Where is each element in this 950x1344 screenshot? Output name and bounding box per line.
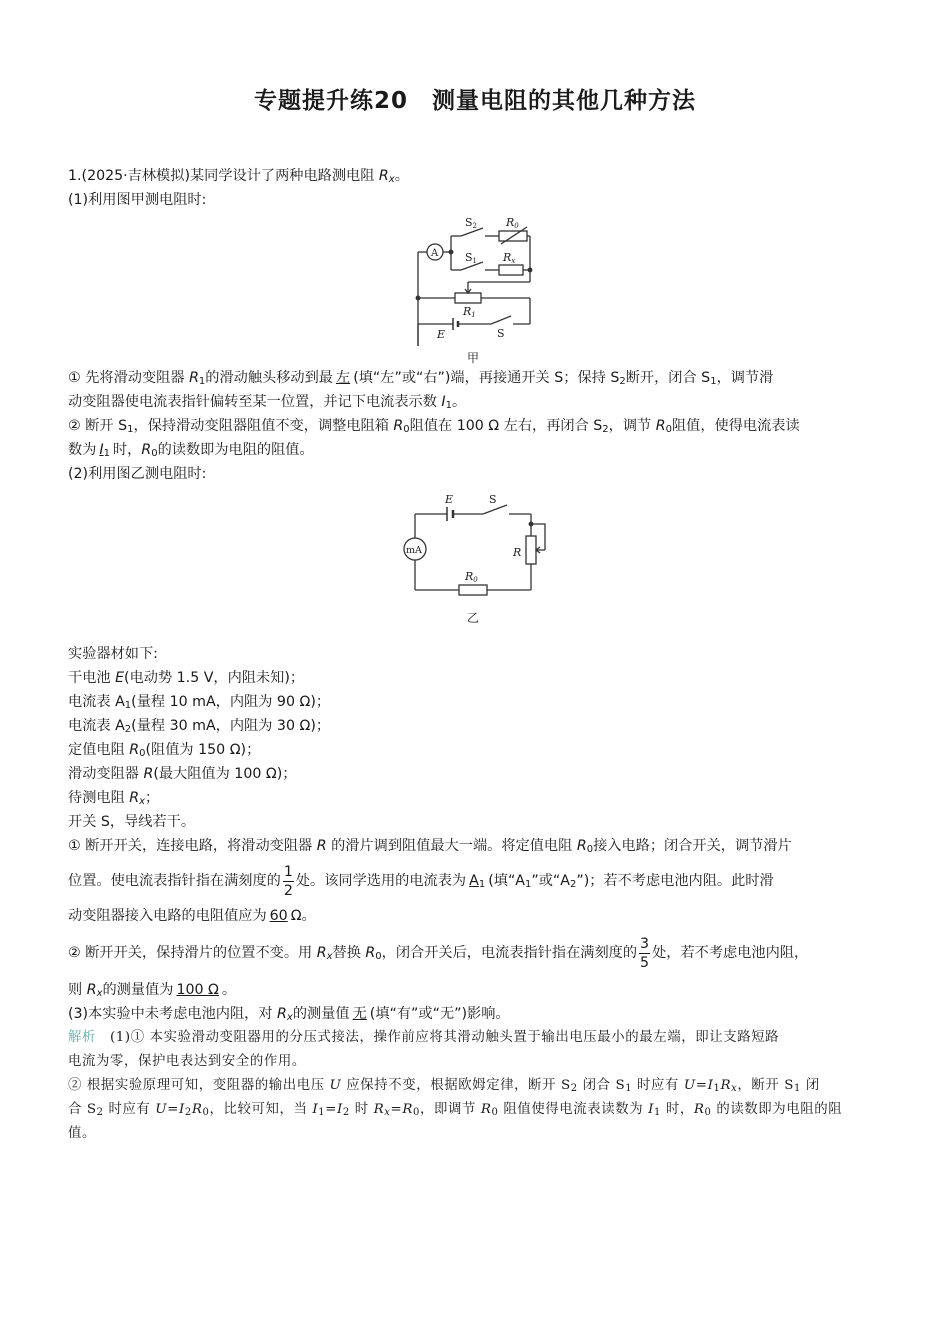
stem-sub: x bbox=[388, 174, 395, 185]
label-r: R bbox=[513, 546, 522, 559]
material-item: 定值电阻 $R_0$(阻值为 150 Ω)； bbox=[68, 742, 261, 759]
junction-3 bbox=[416, 296, 420, 300]
fraction-one-half: $\frac{1}{2}$ bbox=[283, 863, 293, 899]
label-s1: S1 bbox=[465, 251, 478, 265]
figure-jia bbox=[68, 214, 890, 366]
question-stem bbox=[68, 164, 890, 188]
stem-var: R bbox=[378, 168, 389, 184]
solution-line: 电流为零，保护电表达到安全的作用。 bbox=[68, 1054, 306, 1069]
figure-yi bbox=[68, 492, 890, 642]
material-item: 滑动变阻器 R(最大阻值为 100 Ω)； bbox=[68, 766, 297, 782]
solution-line: 值。 bbox=[68, 1126, 96, 1141]
label-r1: R1 bbox=[463, 305, 476, 319]
label-ammeter: A bbox=[431, 248, 439, 259]
label-s: S bbox=[497, 327, 505, 340]
answer-blank-2: $I_1$ bbox=[99, 442, 110, 459]
part2-step2: ② 断开开关，保持滑片的位置不变。用 $R_x$替换 $R_0$，闭合开关后，电流表指针指在满刻度的 $\frac{3}{5}$ 处，若不考虑电池内阻， bbox=[68, 935, 809, 971]
switch-s bbox=[491, 316, 511, 324]
switch-s bbox=[483, 505, 507, 514]
solution bbox=[68, 1026, 890, 1146]
part1-step2-cont: 数为 $I_1$ 时，$R_0$的读数即为电阻的阻值。 bbox=[68, 442, 314, 459]
materials-title: 实验器材如下: bbox=[68, 646, 158, 662]
junction-1 bbox=[449, 250, 453, 254]
label-rx: Rx bbox=[503, 251, 516, 265]
resistor-rx bbox=[499, 265, 523, 275]
rheostat-link bbox=[531, 524, 545, 550]
label-e: E bbox=[437, 328, 446, 341]
part2-intro: (2)利用图乙测电阻时: bbox=[68, 466, 207, 482]
label-r0: R0 bbox=[506, 216, 519, 230]
part1-step1: ① 先将滑动变阻器 $R_1$的滑动触头移动到最 左 (填“左”或“右”)端，再接通开关 S；保持 $S_2$断开，闭合 $S_1$，调节滑 bbox=[68, 370, 774, 387]
part1-step1-cont: 动变阻器使电流表指针偏转至某一位置，并记下电流表示数 $I_1$。 bbox=[68, 394, 467, 411]
part2-step1: ① 断开开关，连接电路，将滑动变阻器 R 的滑片调到阻值最大一端。将定值电阻 $R_0$接入电路；闭合开关，调节滑片 bbox=[68, 838, 792, 855]
label-s2: S2 bbox=[465, 216, 478, 230]
answer-blank-3: $A_1$ bbox=[469, 873, 486, 890]
material-item: 电流表 $A_2$(量程 30 mA，内阻为 30 Ω)； bbox=[68, 718, 331, 735]
material-item: 待测电阻 $R_x$； bbox=[68, 790, 160, 807]
circuit-diagram-yi bbox=[68, 492, 890, 642]
part1-step2: ② 断开 $S_1$，保持滑动变阻器阻值不变，调整电阻箱 $R_0$阻值在 100 Ω 左右，再闭合 $S_2$，调节 $R_0$阻值，使得电流表读 bbox=[68, 418, 800, 435]
rheostat-r bbox=[526, 536, 536, 564]
solution-tag: 解析 bbox=[68, 1030, 96, 1045]
material-item: 干电池 E(电动势 1.5 V，内阻未知)； bbox=[68, 670, 305, 686]
circuit-diagram-jia bbox=[68, 214, 890, 366]
part1-intro: (1)利用图甲测电阻时: bbox=[68, 192, 207, 208]
answer-blank-1: 左 bbox=[336, 370, 351, 386]
resistor-r1 bbox=[455, 293, 481, 303]
material-item: 开关 S，导线若干。 bbox=[68, 814, 196, 830]
part2-step2-cont: 则 $R_x$的测量值为 100 Ω 。 bbox=[68, 982, 237, 999]
stem-end: 。 bbox=[394, 168, 409, 184]
material-item: 电流表 $A_1$(量程 10 mA，内阻为 90 Ω)； bbox=[68, 694, 331, 711]
part2-step1-cont2: 动变阻器接入电路的电阻值应为 60 Ω。 bbox=[68, 908, 316, 924]
caption-jia: 甲 bbox=[467, 351, 480, 365]
stem-text: 1.(2025·吉林模拟)某同学设计了两种电路测电阻 bbox=[68, 168, 379, 184]
answer-blank-5: 100 Ω bbox=[176, 982, 219, 998]
resistor-r0 bbox=[459, 585, 487, 595]
label-s: S bbox=[489, 493, 497, 506]
answer-blank-4: 60 bbox=[269, 908, 288, 924]
solution-line: ② 根据实验原理可知，变阻器的输出电压 U 应保持不变，根据欧姆定律，断开 $S_2$ 闭合 $S_1$ 时应有 $U=I_1R_x$，断开 $S_1$ 闭 bbox=[68, 1078, 820, 1094]
answer-blank-6: 无 bbox=[352, 1006, 367, 1022]
question-1 bbox=[68, 164, 890, 1146]
part2-step1-cont: 位置。使电流表指针指在满刻度的 $\frac{1}{2}$ 处。该同学选用的电流表为 $A_1$ (填“$A_1$”或“$A_2$”)；若不考虑电池内阻。此时滑 bbox=[68, 863, 774, 899]
solution-line: 合 $S_2$ 时应有 $U=I_2R_0$，比较可知，当 $I_1=I_2$ 时 $R_x=R_0$，即调节 $R_0$ 阻值使得电流表读数为 $I_1$ 时，$R_0$ 的读数即为电阻的阻 bbox=[68, 1102, 843, 1118]
solution-line: 解析 (1)① 本实验滑动变阻器用的分压式接法，操作前应将其滑动触头置于输出电压最小的最左端，即让支路短路 bbox=[68, 1030, 780, 1045]
fraction-three-fifths: $\frac{3}{5}$ bbox=[640, 935, 650, 971]
page-title: 专题提升练20 测量电阻的其他几种方法 bbox=[253, 88, 696, 114]
label-r0: R0 bbox=[465, 570, 478, 584]
materials-list bbox=[68, 666, 890, 834]
label-e: E bbox=[445, 493, 454, 506]
part3: (3)本实验中未考虑电池内阻，对 $R_x$的测量值 无 (填“有”或“无”)影响。 bbox=[68, 1006, 510, 1023]
label-ma: mA bbox=[406, 545, 422, 556]
caption-yi: 乙 bbox=[467, 611, 480, 625]
